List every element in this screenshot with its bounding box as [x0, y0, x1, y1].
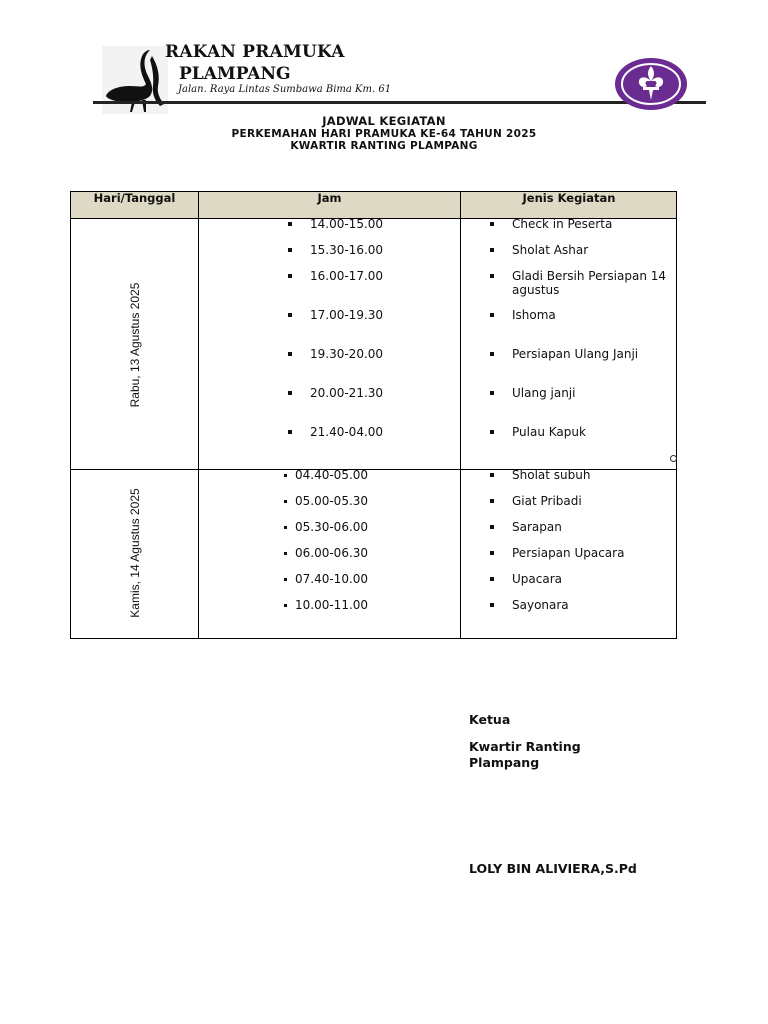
- bullet-icon: [490, 473, 494, 477]
- time-cell: 17.00-19.30: [310, 308, 384, 322]
- activity-cell: Sholat Ashar: [512, 243, 589, 257]
- signature-unit-line2: Plampang: [469, 755, 540, 770]
- bullet-icon: [288, 274, 292, 278]
- activity-cell: Ishoma: [512, 308, 556, 322]
- bullet-icon: [288, 222, 292, 226]
- bullet-icon: [284, 552, 287, 555]
- bullet-icon: [490, 551, 494, 555]
- day-label: Kamis, 14 Agustus 2025: [128, 488, 142, 618]
- column-header-time: Jam: [317, 191, 342, 205]
- signature-unit-line1: Kwartir Ranting: [469, 739, 581, 754]
- signature-name: LOLY BIN ALIVIERA,S.Pd: [469, 861, 637, 876]
- activity-cell: Pulau Kapuk: [512, 425, 586, 439]
- bullet-icon: [284, 500, 287, 503]
- bullet-icon: [288, 391, 292, 395]
- activity-cell: Sholat subuh: [512, 468, 591, 482]
- activity-cell: Check in Peserta: [512, 217, 613, 231]
- time-cell: 16.00-17.00: [310, 269, 384, 283]
- bullet-icon: [284, 604, 287, 607]
- bullet-icon: [288, 313, 292, 317]
- bullet-icon: [490, 525, 494, 529]
- time-cell: 05.00-05.30: [295, 494, 369, 508]
- time-cell: 10.00-11.00: [295, 598, 369, 612]
- schedule-table: [70, 191, 677, 639]
- column-header-activity: Jenis Kegiatan: [522, 191, 616, 205]
- bullet-icon: [288, 430, 292, 434]
- stray-circle-mark: [670, 455, 677, 462]
- bullet-icon: [284, 474, 287, 477]
- time-cell: 05.30-06.00: [295, 520, 369, 534]
- activity-cell: Sayonara: [512, 598, 569, 612]
- bullet-icon: [284, 578, 287, 581]
- document-title: JADWAL KEGIATAN: [322, 114, 446, 128]
- activity-cell: Upacara: [512, 572, 562, 586]
- bullet-icon: [490, 274, 494, 278]
- day-label: Rabu, 13 Agustus 2025: [128, 282, 142, 408]
- bullet-icon: [490, 391, 494, 395]
- activity-cell: Sarapan: [512, 520, 562, 534]
- column-divider: [460, 192, 461, 638]
- bullet-icon: [288, 248, 292, 252]
- bullet-icon: [490, 352, 494, 356]
- org-address: Jalan. Raya Lintas Sumbawa Bima Km. 61: [178, 84, 392, 95]
- time-cell: 06.00-06.30: [295, 546, 369, 560]
- scout-emblem-icon: [614, 57, 688, 111]
- column-header-date: Hari/Tanggal: [93, 191, 176, 205]
- time-cell: 14.00-15.00: [310, 217, 384, 231]
- bullet-icon: [490, 577, 494, 581]
- bullet-icon: [490, 430, 494, 434]
- organizer-title: KWARTIR RANTING PLAMPANG: [290, 140, 478, 152]
- bullet-icon: [284, 526, 287, 529]
- bullet-icon: [490, 248, 494, 252]
- column-divider: [198, 192, 199, 638]
- time-cell: 20.00-21.30: [310, 386, 384, 400]
- signature-role: Ketua: [469, 712, 511, 727]
- time-cell: 07.40-10.00: [295, 572, 369, 586]
- org-name-line1: RAKAN PRAMUKA: [165, 42, 345, 62]
- event-title: PERKEMAHAN HARI PRAMUKA KE-64 TAHUN 2025: [231, 128, 537, 140]
- bullet-icon: [490, 603, 494, 607]
- time-cell: 21.40-04.00: [310, 425, 384, 439]
- activity-cell: Gladi Bersih Persiapan 14 agustus: [512, 269, 667, 297]
- activity-cell: Persiapan Ulang Janji: [512, 347, 639, 361]
- bullet-icon: [490, 313, 494, 317]
- activity-cell: Ulang janji: [512, 386, 576, 400]
- bullet-icon: [490, 222, 494, 226]
- org-name-line2: PLAMPANG: [179, 64, 291, 84]
- time-cell: 15.30-16.00: [310, 243, 384, 257]
- activity-cell: Persiapan Upacara: [512, 546, 625, 560]
- bullet-icon: [490, 499, 494, 503]
- bullet-icon: [288, 352, 292, 356]
- time-cell: 19.30-20.00: [310, 347, 384, 361]
- activity-cell: Giat Pribadi: [512, 494, 582, 508]
- time-cell: 04.40-05.00: [295, 468, 369, 482]
